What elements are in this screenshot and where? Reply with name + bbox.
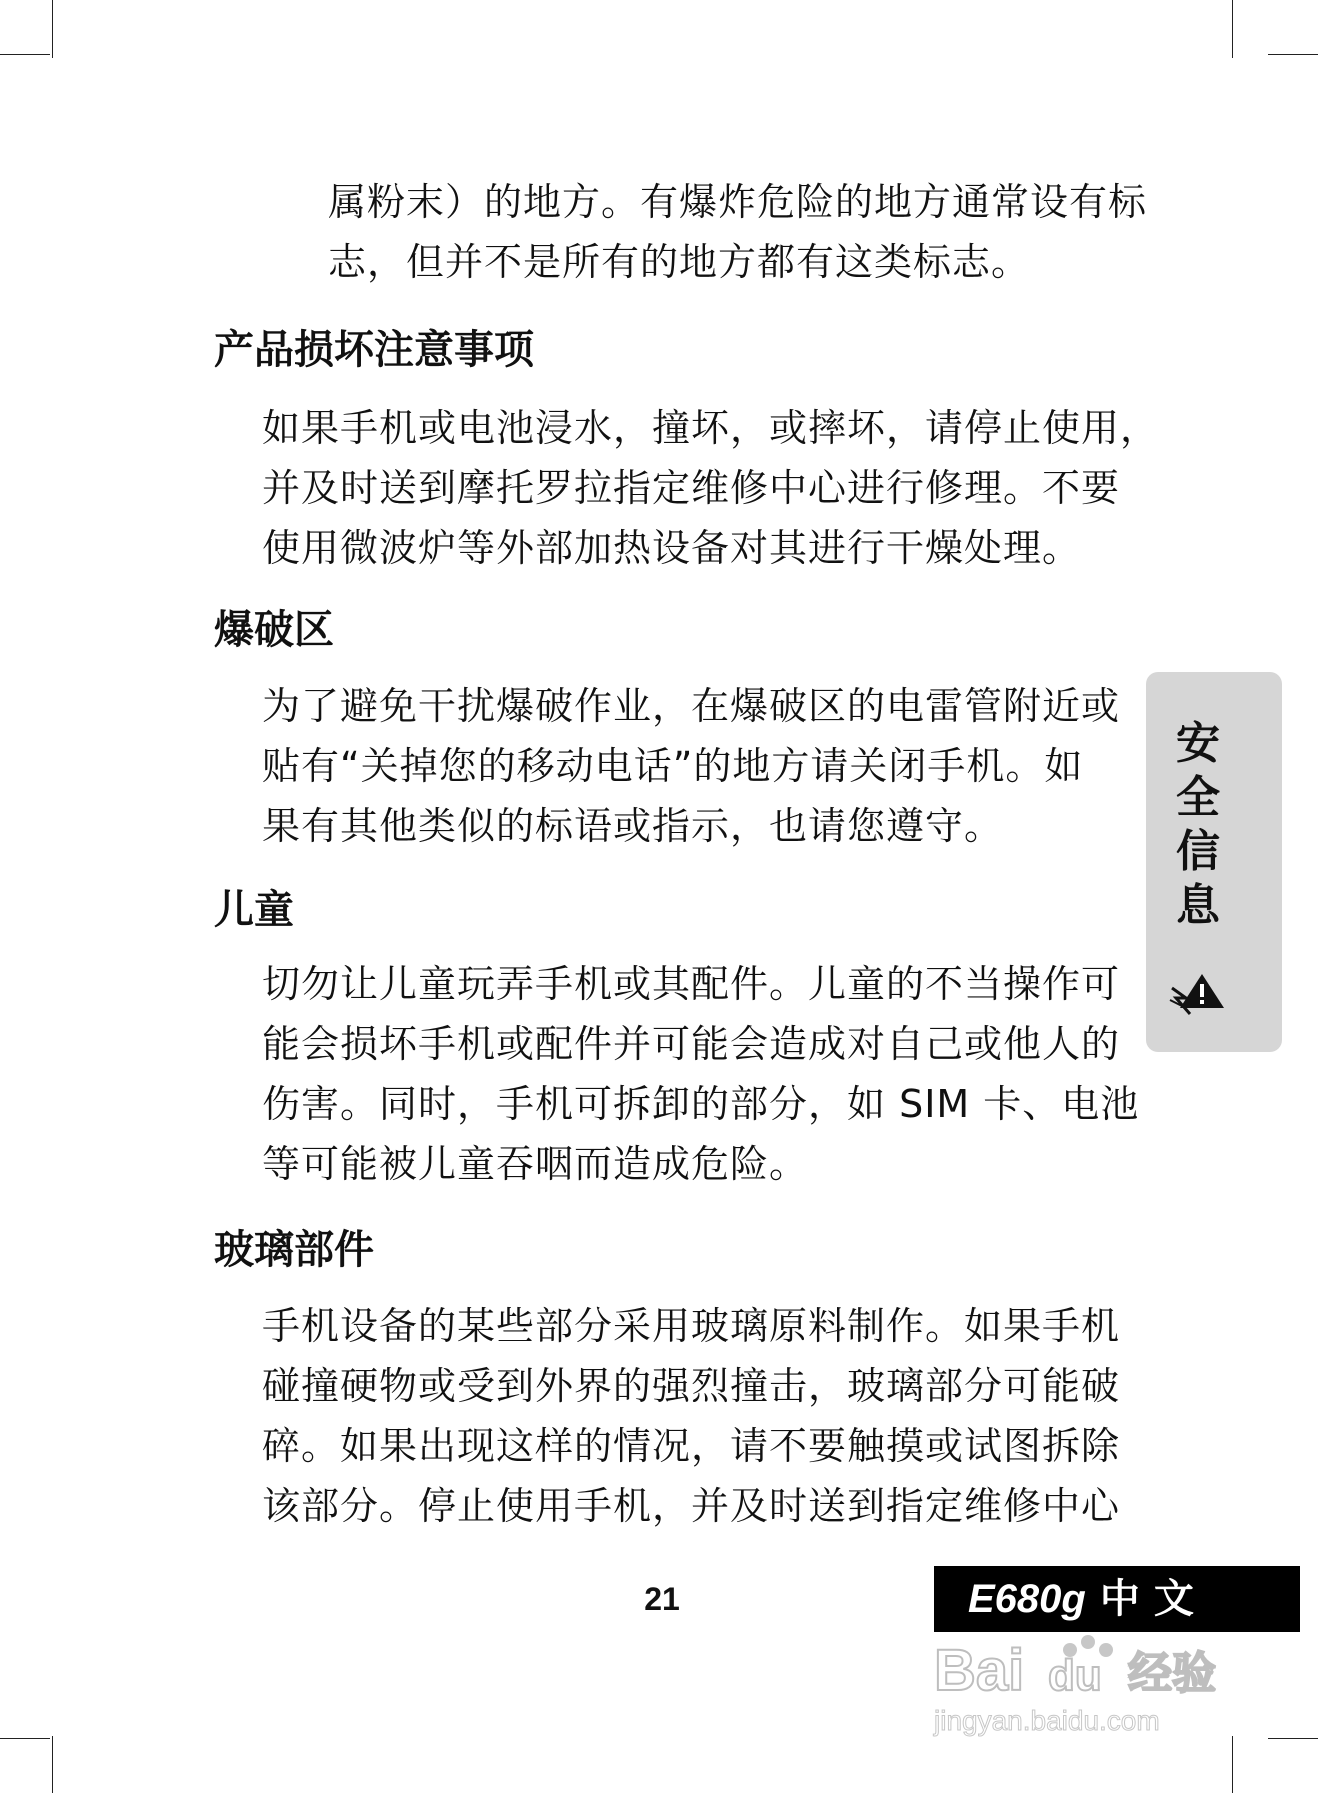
side-tab-char: 信 bbox=[1176, 826, 1220, 877]
paragraph-line: 该部分。停止使用手机，并及时送到指定维修中心 bbox=[262, 1484, 1121, 1528]
section-title-product-damage: 产品损坏注意事项 bbox=[214, 326, 534, 373]
section-body-glass-parts bbox=[262, 1296, 1122, 1536]
side-tab-char: 息 bbox=[1176, 880, 1220, 931]
model-label bbox=[968, 1574, 1208, 1624]
paragraph-line: 如果手机或电池浸水，撞坏，或摔坏，请停止使用， bbox=[262, 406, 1160, 450]
paragraph-line: 使用微波炉等外部加热设备对其进行干燥处理。 bbox=[262, 526, 1082, 570]
paragraph-line: 手机设备的某些部分采用玻璃原料制作。如果手机 bbox=[262, 1304, 1121, 1348]
side-tab-char: 全 bbox=[1176, 772, 1220, 823]
section-body-children bbox=[262, 954, 1140, 1194]
paragraph-line: 并及时送到摩托罗拉指定维修中心进行修理。不要 bbox=[262, 466, 1121, 510]
paragraph-line: 属粉末）的地方。有爆炸危险的地方通常设有标 bbox=[328, 180, 1148, 224]
paragraph-line: 碰撞硬物或受到外界的强烈撞击，玻璃部分可能破 bbox=[262, 1364, 1121, 1408]
paragraph-line: 切勿让儿童玩弄手机或其配件。儿童的不当操作可 bbox=[262, 962, 1121, 1006]
svg-text:经验: 经验 bbox=[1128, 1648, 1216, 1699]
svg-text:jingyan.baidu.com: jingyan.baidu.com bbox=[934, 1705, 1160, 1736]
crop-mark-top-left-h bbox=[0, 54, 50, 55]
crop-mark-top-right-h bbox=[1268, 54, 1318, 55]
section-title-children: 儿童 bbox=[214, 886, 294, 933]
paragraph-line: 果有其他类似的标语或指示，也请您遵守。 bbox=[262, 804, 1004, 848]
crop-mark-bottom-right-v bbox=[1232, 1736, 1233, 1793]
section-side-tab bbox=[1146, 672, 1282, 1052]
svg-text:Bai: Bai bbox=[934, 1638, 1025, 1703]
paragraph-line: 伤害。同时，手机可拆卸的部分，如 SIM 卡、电池 bbox=[262, 1082, 1140, 1126]
model-label-box bbox=[934, 1566, 1300, 1632]
crop-mark-bottom-left-v bbox=[52, 1736, 53, 1793]
paragraph-line: 志，但并不是所有的地方都有这类标志。 bbox=[328, 240, 1031, 284]
paragraph-line: 等可能被儿童吞咽而造成危险。 bbox=[262, 1142, 809, 1186]
paragraph-line: 为了避免干扰爆破作业，在爆破区的电雷管附近或 bbox=[262, 684, 1121, 728]
section-body-product-damage bbox=[262, 398, 1160, 578]
section-title-glass-parts: 玻璃部件 bbox=[214, 1226, 374, 1273]
page-number: 21 bbox=[644, 1581, 680, 1617]
crop-mark-bottom-right-h bbox=[1268, 1738, 1318, 1739]
baidu-watermark-logo bbox=[930, 1628, 1250, 1738]
crop-mark-bottom-left-h bbox=[0, 1738, 50, 1739]
side-tab-char: 安 bbox=[1176, 718, 1220, 769]
crop-mark-top-left-v bbox=[52, 0, 53, 58]
paragraph-line: 能会损坏手机或配件并可能会造成对自己或他人的 bbox=[262, 1022, 1121, 1066]
intro-paragraph bbox=[328, 172, 1188, 292]
section-body-blasting-area bbox=[262, 676, 1122, 856]
warning-icon bbox=[1168, 968, 1234, 1016]
model-language: 中文 bbox=[1099, 1576, 1208, 1622]
paragraph-line: 贴有“关掉您的移动电话”的地方请关闭手机。如 bbox=[262, 744, 1084, 788]
section-title-blasting-area: 爆破区 bbox=[214, 606, 334, 653]
crop-mark-top-right-v bbox=[1232, 0, 1233, 58]
model-code: E680g bbox=[968, 1577, 1086, 1621]
svg-text:du: du bbox=[1048, 1651, 1102, 1700]
paragraph-line: 碎。如果出现这样的情况，请不要触摸或试图拆除 bbox=[262, 1424, 1121, 1468]
